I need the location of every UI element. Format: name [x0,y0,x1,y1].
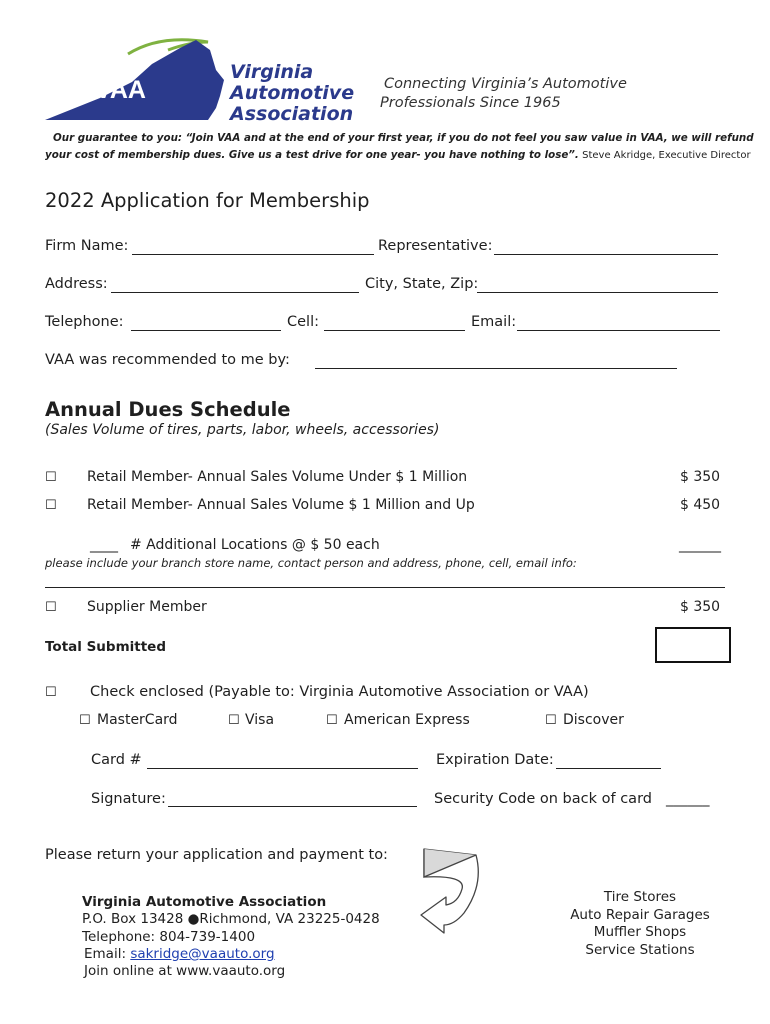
return-prompt: Please return your application and payment to: [45,847,388,863]
total-field[interactable] [655,627,731,663]
expiration-field[interactable] [556,768,661,769]
member-type-item: Muffler Shops [593,924,687,940]
return-email-link[interactable]: sakridge@vaauto.org [130,946,275,962]
email-field[interactable] [517,330,720,331]
guarantee-text-2: your cost of membership dues. Give us a test drive for one year- you have nothing to lose”. [45,149,579,161]
return-arrow-icon [418,845,488,935]
tagline-line2: Professionals Since 1965 [380,95,561,111]
logo-name-line1: Virginia [230,61,314,83]
city-state-zip-label: City, State, Zip: [365,276,479,292]
card-number-label: Card # [91,752,142,768]
security-code-field[interactable]: ______ [666,791,710,807]
locations-label: # Additional Locations @ $ 50 each [130,537,380,553]
logo-abbrev: VAA [95,76,146,104]
address-label: Address: [45,276,108,292]
firm-name-field[interactable] [132,254,374,255]
retail-up-label: Retail Member- Annual Sales Volume $ 1 Million and Up [87,497,475,513]
dues-subheading: (Sales Volume of tires, parts, labor, wheels, accessories) [45,422,440,438]
guarantee-line1 [53,130,754,147]
guarantee-signoff: Steve Akridge, Executive Director [582,150,751,161]
retail-up-price: $ 450 [680,497,721,513]
cell-label: Cell: [287,314,319,330]
return-email-row [84,946,275,964]
retail-under-label: Retail Member- Annual Sales Volume Under $ 1 Million [87,469,468,485]
branch-note: please include your branch store name, contact person and address, phone, cell, email info: [45,556,577,570]
retail-under-price: $ 350 [680,469,721,485]
logo-name-line3: Association [230,103,354,125]
check-enclosed-checkbox[interactable]: ☐ [45,685,57,700]
recommended-field[interactable] [315,368,677,369]
city-state-zip-field[interactable] [477,292,718,293]
retail-up-checkbox[interactable]: ☐ [45,498,57,513]
amex-label: American Express [344,712,470,728]
check-enclosed-label: Check enclosed (Payable to: Virginia Automotive Association or VAA) [90,684,589,700]
return-join: Join online at www.vaauto.org [84,963,286,979]
supplier-checkbox[interactable]: ☐ [45,600,57,615]
supplier-label: Supplier Member [87,599,207,615]
cell-field[interactable] [324,330,465,331]
locations-count-field[interactable]: ____ [90,537,118,553]
guarantee-text-1: Our guarantee to you: “Join VAA and at the end of your first year, if you do not feel you saw value in VAA, we will refund [53,132,754,144]
page-title: 2022 Application for Membership [45,189,370,212]
mastercard-checkbox[interactable]: ☐ [79,713,91,728]
email-label: Email: [471,314,517,330]
discover-checkbox[interactable]: ☐ [545,713,557,728]
retail-under-checkbox[interactable]: ☐ [45,470,57,485]
representative-field[interactable] [494,254,718,255]
visa-checkbox[interactable]: ☐ [228,713,240,728]
signature-label: Signature: [91,791,166,807]
total-label: Total Submitted [45,639,166,655]
address-field[interactable] [111,292,359,293]
member-type-item: Tire Stores [603,889,677,905]
firm-name-label: Firm Name: [45,238,129,254]
return-po-box: P.O. Box 13428 ●Richmond, VA 23225-0428 [82,911,380,927]
member-types-list [560,889,720,959]
branch-info-field[interactable] [45,587,725,588]
mastercard-label: MasterCard [97,712,178,728]
telephone-label: Telephone: [45,314,124,330]
supplier-price: $ 350 [680,599,721,615]
amex-checkbox[interactable]: ☐ [326,713,338,728]
guarantee-line2 [45,147,751,164]
locations-price-field[interactable]: ______ [679,537,721,553]
expiration-label: Expiration Date: [436,752,554,768]
tagline-line1: Connecting Virginia’s Automotive [384,76,627,92]
security-code-label: Security Code on back of card [434,791,652,807]
telephone-field[interactable] [131,330,281,331]
return-email-label: Email: [84,946,127,962]
return-org: Virginia Automotive Association [82,894,327,910]
signature-field[interactable] [168,806,417,807]
recommended-label: VAA was recommended to me by: [45,352,290,368]
representative-label: Representative: [378,238,493,254]
return-telephone: Telephone: 804-739-1400 [82,929,256,945]
member-type-item: Service Stations [585,941,695,958]
card-number-field[interactable] [147,768,418,769]
logo-name-line2: Automotive [230,82,355,104]
discover-label: Discover [563,712,624,728]
visa-label: Visa [245,712,275,728]
dues-heading: Annual Dues Schedule [45,398,291,421]
member-type-item: Auto Repair Garages [570,906,710,923]
